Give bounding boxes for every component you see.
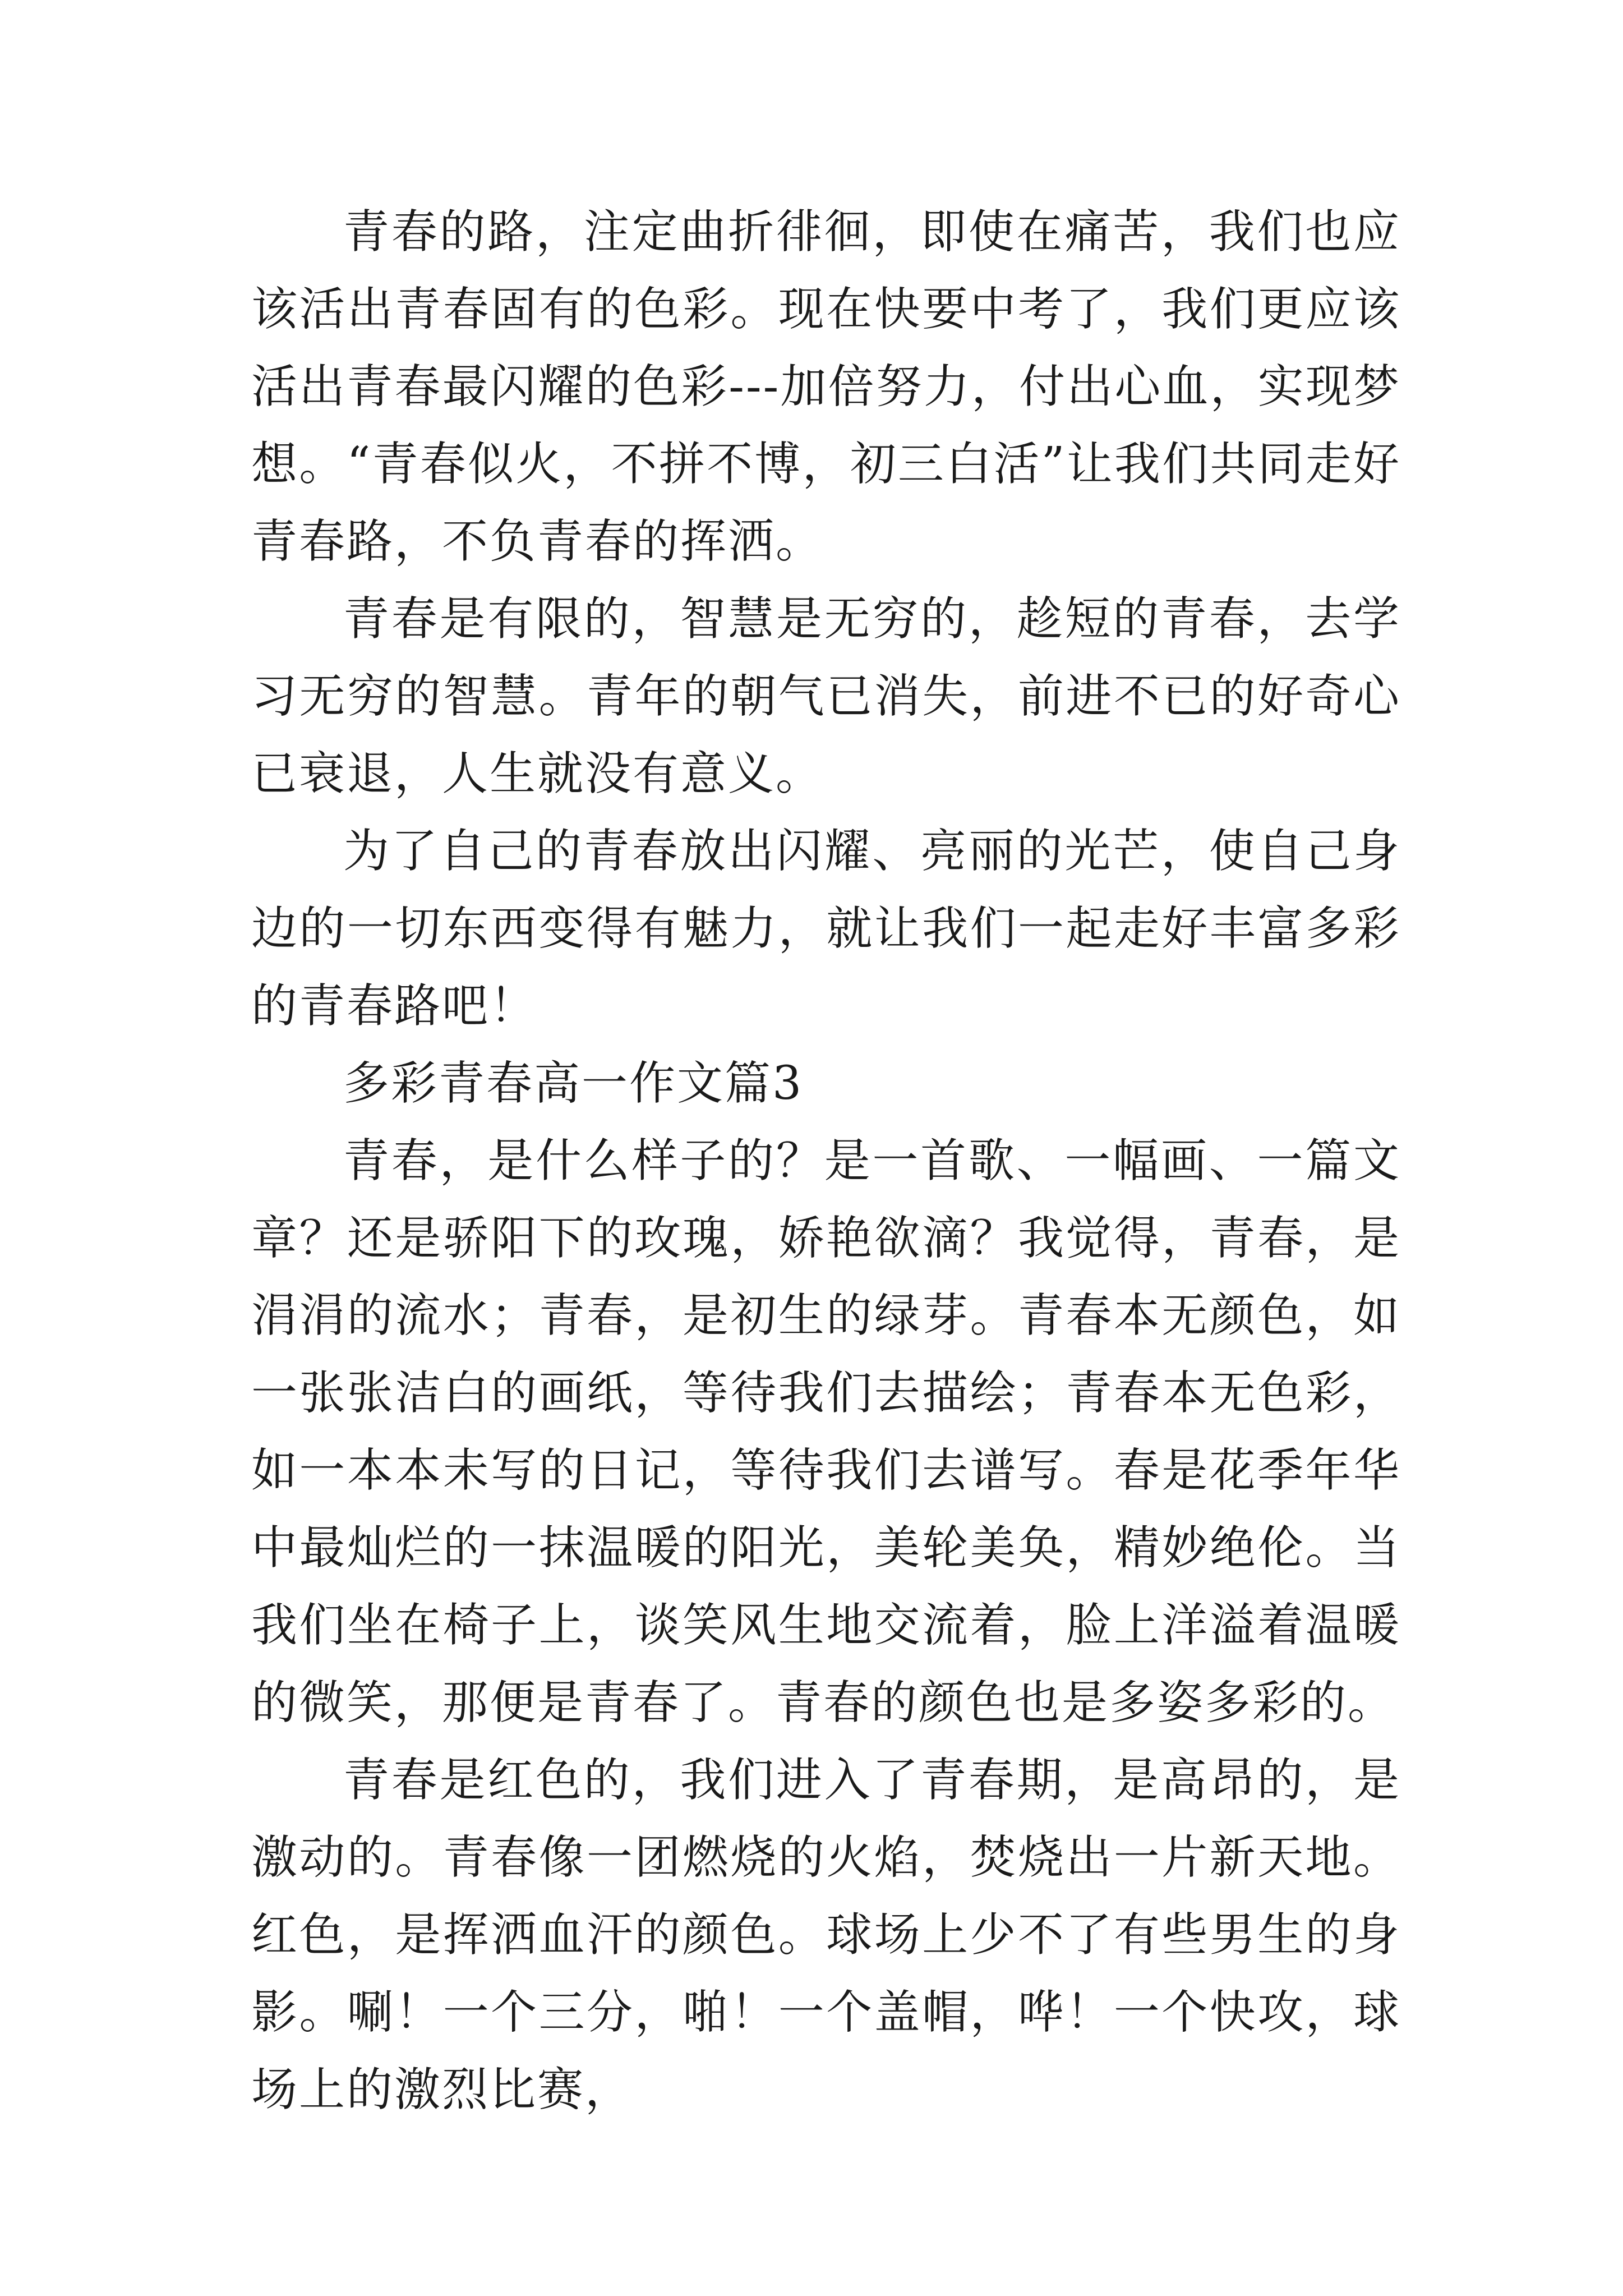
paragraph: 为了自己的青春放出闪耀、亮丽的光芒，使自己身边的一切东西变得有魅力，就让我们一起走好丰富多彩的青春路吧！ <box>251 825 1401 1033</box>
paragraph: 青春，是什么样子的？是一首歌、一幅画、一篇文章？还是骄阳下的玫瑰，娇艳欲滴？我觉得，青春，是涓涓的流水；青春，是初生的绿芽。青春本无颜色，如一张张洁白的画纸，等待我们去描绘；青春本无色彩，如一本本未写的日记，等待我们去谱写。春是花季年华中最灿烂的一抹温暖的阳光，美轮美奂，精妙绝伦。当我们坐在椅子上，谈笑风生地交流着，脸上洋溢着温暖的微笑，那便是青春了。青春的颜色也是多姿多彩的。 <box>251 1134 1401 1729</box>
paragraph: 青春的路，注定曲折徘徊，即使在痛苦，我们也应该活出青春固有的色彩。现在快要中考了，我们更应该活出青春最闪耀的色彩---加倍努力，付出心血，实现梦想。“青春似火，不拼不博，初三白活”让我们共同走好青春路，不负青春的挥洒。 <box>251 205 1401 568</box>
paragraph: 青春是红色的，我们进入了青春期，是高昂的，是激动的。青春像一团燃烧的火焰，焚烧出一片新天地。红色，是挥洒血汗的颜色。球场上少不了有些男生的身影。唰！一个三分，啪！一个盖帽，哗！一个快攻，球场上的激烈比赛， <box>251 1754 1401 2116</box>
paragraph: 青春是有限的，智慧是无穷的，趁短的青春，去学习无穷的智慧。青年的朝气已消失，前进不已的好奇心已衰退，人生就没有意义。 <box>251 592 1401 800</box>
section-heading: 多彩青春高一作文篇3 <box>343 1057 804 1110</box>
document-body <box>251 194 1401 2129</box>
